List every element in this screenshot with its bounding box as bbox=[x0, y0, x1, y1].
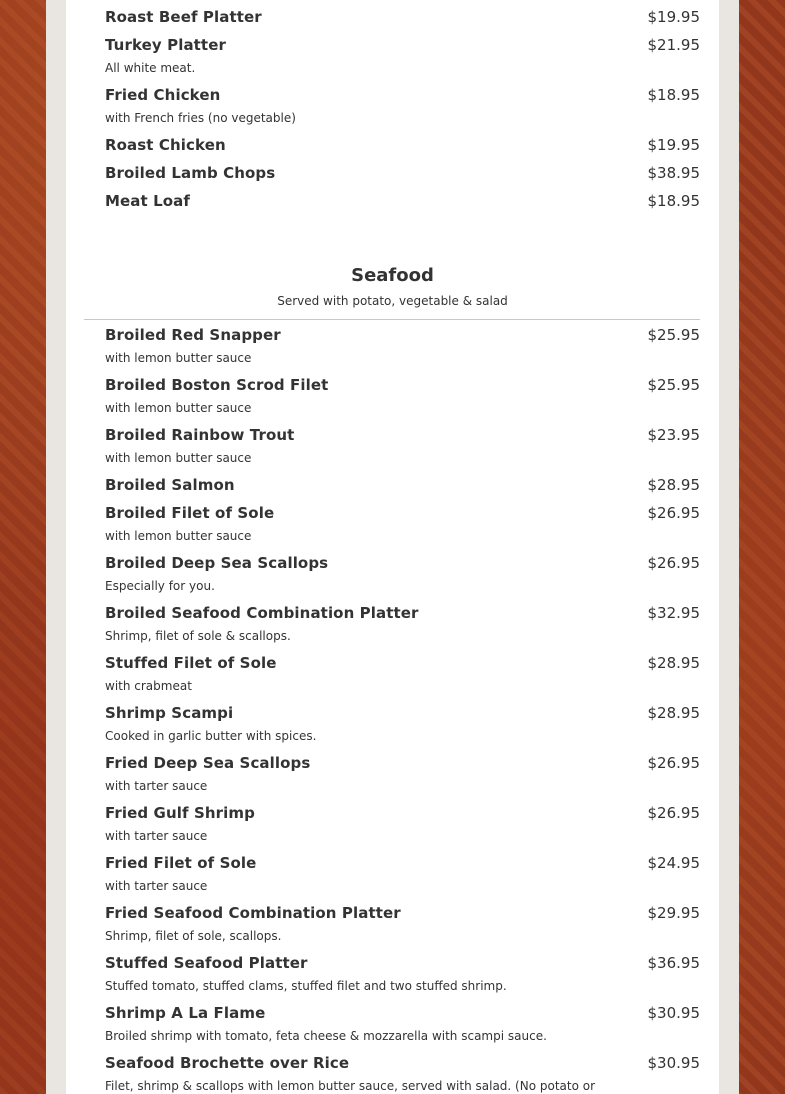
menu-item-name: Broiled Boston Scrod Filet bbox=[105, 376, 329, 394]
menu-item bbox=[105, 1004, 700, 1044]
menu-item bbox=[105, 704, 700, 744]
menu-item bbox=[105, 136, 700, 156]
menu-item bbox=[105, 854, 700, 894]
menu-item-name: Broiled Seafood Combination Platter bbox=[105, 604, 419, 622]
menu-item-name: Fried Chicken bbox=[105, 86, 221, 104]
menu-item bbox=[105, 8, 700, 28]
menu-item-description: Cooked in garlic butter with spices. bbox=[105, 729, 317, 743]
menu-item-price: $29.95 bbox=[647, 904, 700, 922]
menu-item-name: Broiled Deep Sea Scallops bbox=[105, 554, 329, 572]
menu-item bbox=[105, 164, 700, 184]
menu-item bbox=[105, 376, 700, 416]
menu-item-description: with lemon butter sauce bbox=[105, 529, 252, 543]
menu-item-description: Broiled shrimp with tomato, feta cheese & mozzarella with scampi sauce. bbox=[105, 1029, 547, 1043]
menu-item-price: $26.95 bbox=[647, 554, 700, 572]
section-subtitle: Served with potato, vegetable & salad bbox=[277, 294, 508, 308]
menu-item-name: Seafood Brochette over Rice bbox=[105, 1054, 350, 1072]
menu-item-price: $18.95 bbox=[647, 86, 700, 104]
menu-item-price: $25.95 bbox=[647, 376, 700, 394]
menu-item bbox=[105, 476, 700, 496]
menu-item-description: Especially for you. bbox=[105, 579, 215, 593]
menu-item bbox=[105, 754, 700, 794]
menu-item-price: $24.95 bbox=[647, 854, 700, 872]
menu-item bbox=[105, 1054, 700, 1094]
menu-item-price: $30.95 bbox=[647, 1004, 700, 1022]
menu-item bbox=[105, 804, 700, 844]
menu-item-name: Stuffed Filet of Sole bbox=[105, 654, 277, 672]
menu-item-name: Broiled Salmon bbox=[105, 476, 235, 494]
menu-item bbox=[105, 604, 700, 644]
menu-item bbox=[105, 504, 700, 544]
menu-item-name: Fried Gulf Shrimp bbox=[105, 804, 255, 822]
menu-item-price: $26.95 bbox=[647, 754, 700, 772]
menu-item-price: $30.95 bbox=[647, 1054, 700, 1072]
menu-item-price: $23.95 bbox=[647, 426, 700, 444]
menu-item-price: $19.95 bbox=[647, 8, 700, 26]
menu-item-price: $32.95 bbox=[647, 604, 700, 622]
menu-item-description: with French fries (no vegetable) bbox=[105, 111, 296, 125]
menu-item-price: $25.95 bbox=[647, 326, 700, 344]
menu-item-name: Meat Loaf bbox=[105, 192, 191, 210]
menu-item-name: Stuffed Seafood Platter bbox=[105, 954, 308, 972]
menu-item-name: Fried Seafood Combination Platter bbox=[105, 904, 401, 922]
menu-item-name: Broiled Filet of Sole bbox=[105, 504, 275, 522]
menu-item-description: Shrimp, filet of sole, scallops. bbox=[105, 929, 282, 943]
menu-item-price: $21.95 bbox=[647, 36, 700, 54]
menu-item bbox=[105, 904, 700, 944]
menu-item bbox=[105, 326, 700, 366]
menu-item-name: Broiled Lamb Chops bbox=[105, 164, 276, 182]
menu-item-name: Shrimp Scampi bbox=[105, 704, 234, 722]
menu-item-description: Filet, shrimp & scallops with lemon butter sauce, served with salad. (No potato or bbox=[105, 1079, 596, 1093]
menu-item-name: Fried Deep Sea Scallops bbox=[105, 754, 311, 772]
menu-item bbox=[105, 192, 700, 212]
menu-item bbox=[105, 554, 700, 594]
menu-item-description: with lemon butter sauce bbox=[105, 451, 252, 465]
menu-item-description: with lemon butter sauce bbox=[105, 401, 252, 415]
menu-item-name: Turkey Platter bbox=[105, 36, 226, 54]
menu-item-name: Roast Chicken bbox=[105, 136, 226, 154]
menu-item-price: $38.95 bbox=[647, 164, 700, 182]
menu-item-description: with tarter sauce bbox=[105, 879, 208, 893]
menu-item-name: Broiled Red Snapper bbox=[105, 326, 281, 344]
menu-item bbox=[105, 954, 700, 994]
menu-item-description: Shrimp, filet of sole & scallops. bbox=[105, 629, 291, 643]
section-title: Seafood bbox=[351, 265, 434, 286]
menu-item bbox=[105, 654, 700, 694]
menu-item-price: $36.95 bbox=[647, 954, 700, 972]
menu-item bbox=[105, 36, 700, 76]
menu-item-name: Shrimp A La Flame bbox=[105, 1004, 266, 1022]
menu-item-description: with tarter sauce bbox=[105, 829, 208, 843]
menu-item-name: Roast Beef Platter bbox=[105, 8, 262, 26]
menu-item-description: with crabmeat bbox=[105, 679, 192, 693]
menu-item-name: Fried Filet of Sole bbox=[105, 854, 257, 872]
menu-item-price: $18.95 bbox=[647, 192, 700, 210]
menu-item-name: Broiled Rainbow Trout bbox=[105, 426, 295, 444]
menu-item-price: $28.95 bbox=[647, 654, 700, 672]
menu-item-description: with tarter sauce bbox=[105, 779, 208, 793]
menu-item-price: $28.95 bbox=[647, 476, 700, 494]
menu-item-price: $28.95 bbox=[647, 704, 700, 722]
section-divider bbox=[84, 319, 700, 320]
menu-item-description: All white meat. bbox=[105, 61, 196, 75]
menu-item-description: Stuffed tomato, stuffed clams, stuffed filet and two stuffed shrimp. bbox=[105, 979, 507, 993]
menu-item-price: $19.95 bbox=[647, 136, 700, 154]
menu-item-description: with lemon butter sauce bbox=[105, 351, 252, 365]
menu-item-price: $26.95 bbox=[647, 804, 700, 822]
menu-item bbox=[105, 426, 700, 466]
menu-item-price: $26.95 bbox=[647, 504, 700, 522]
menu-item bbox=[105, 86, 700, 126]
